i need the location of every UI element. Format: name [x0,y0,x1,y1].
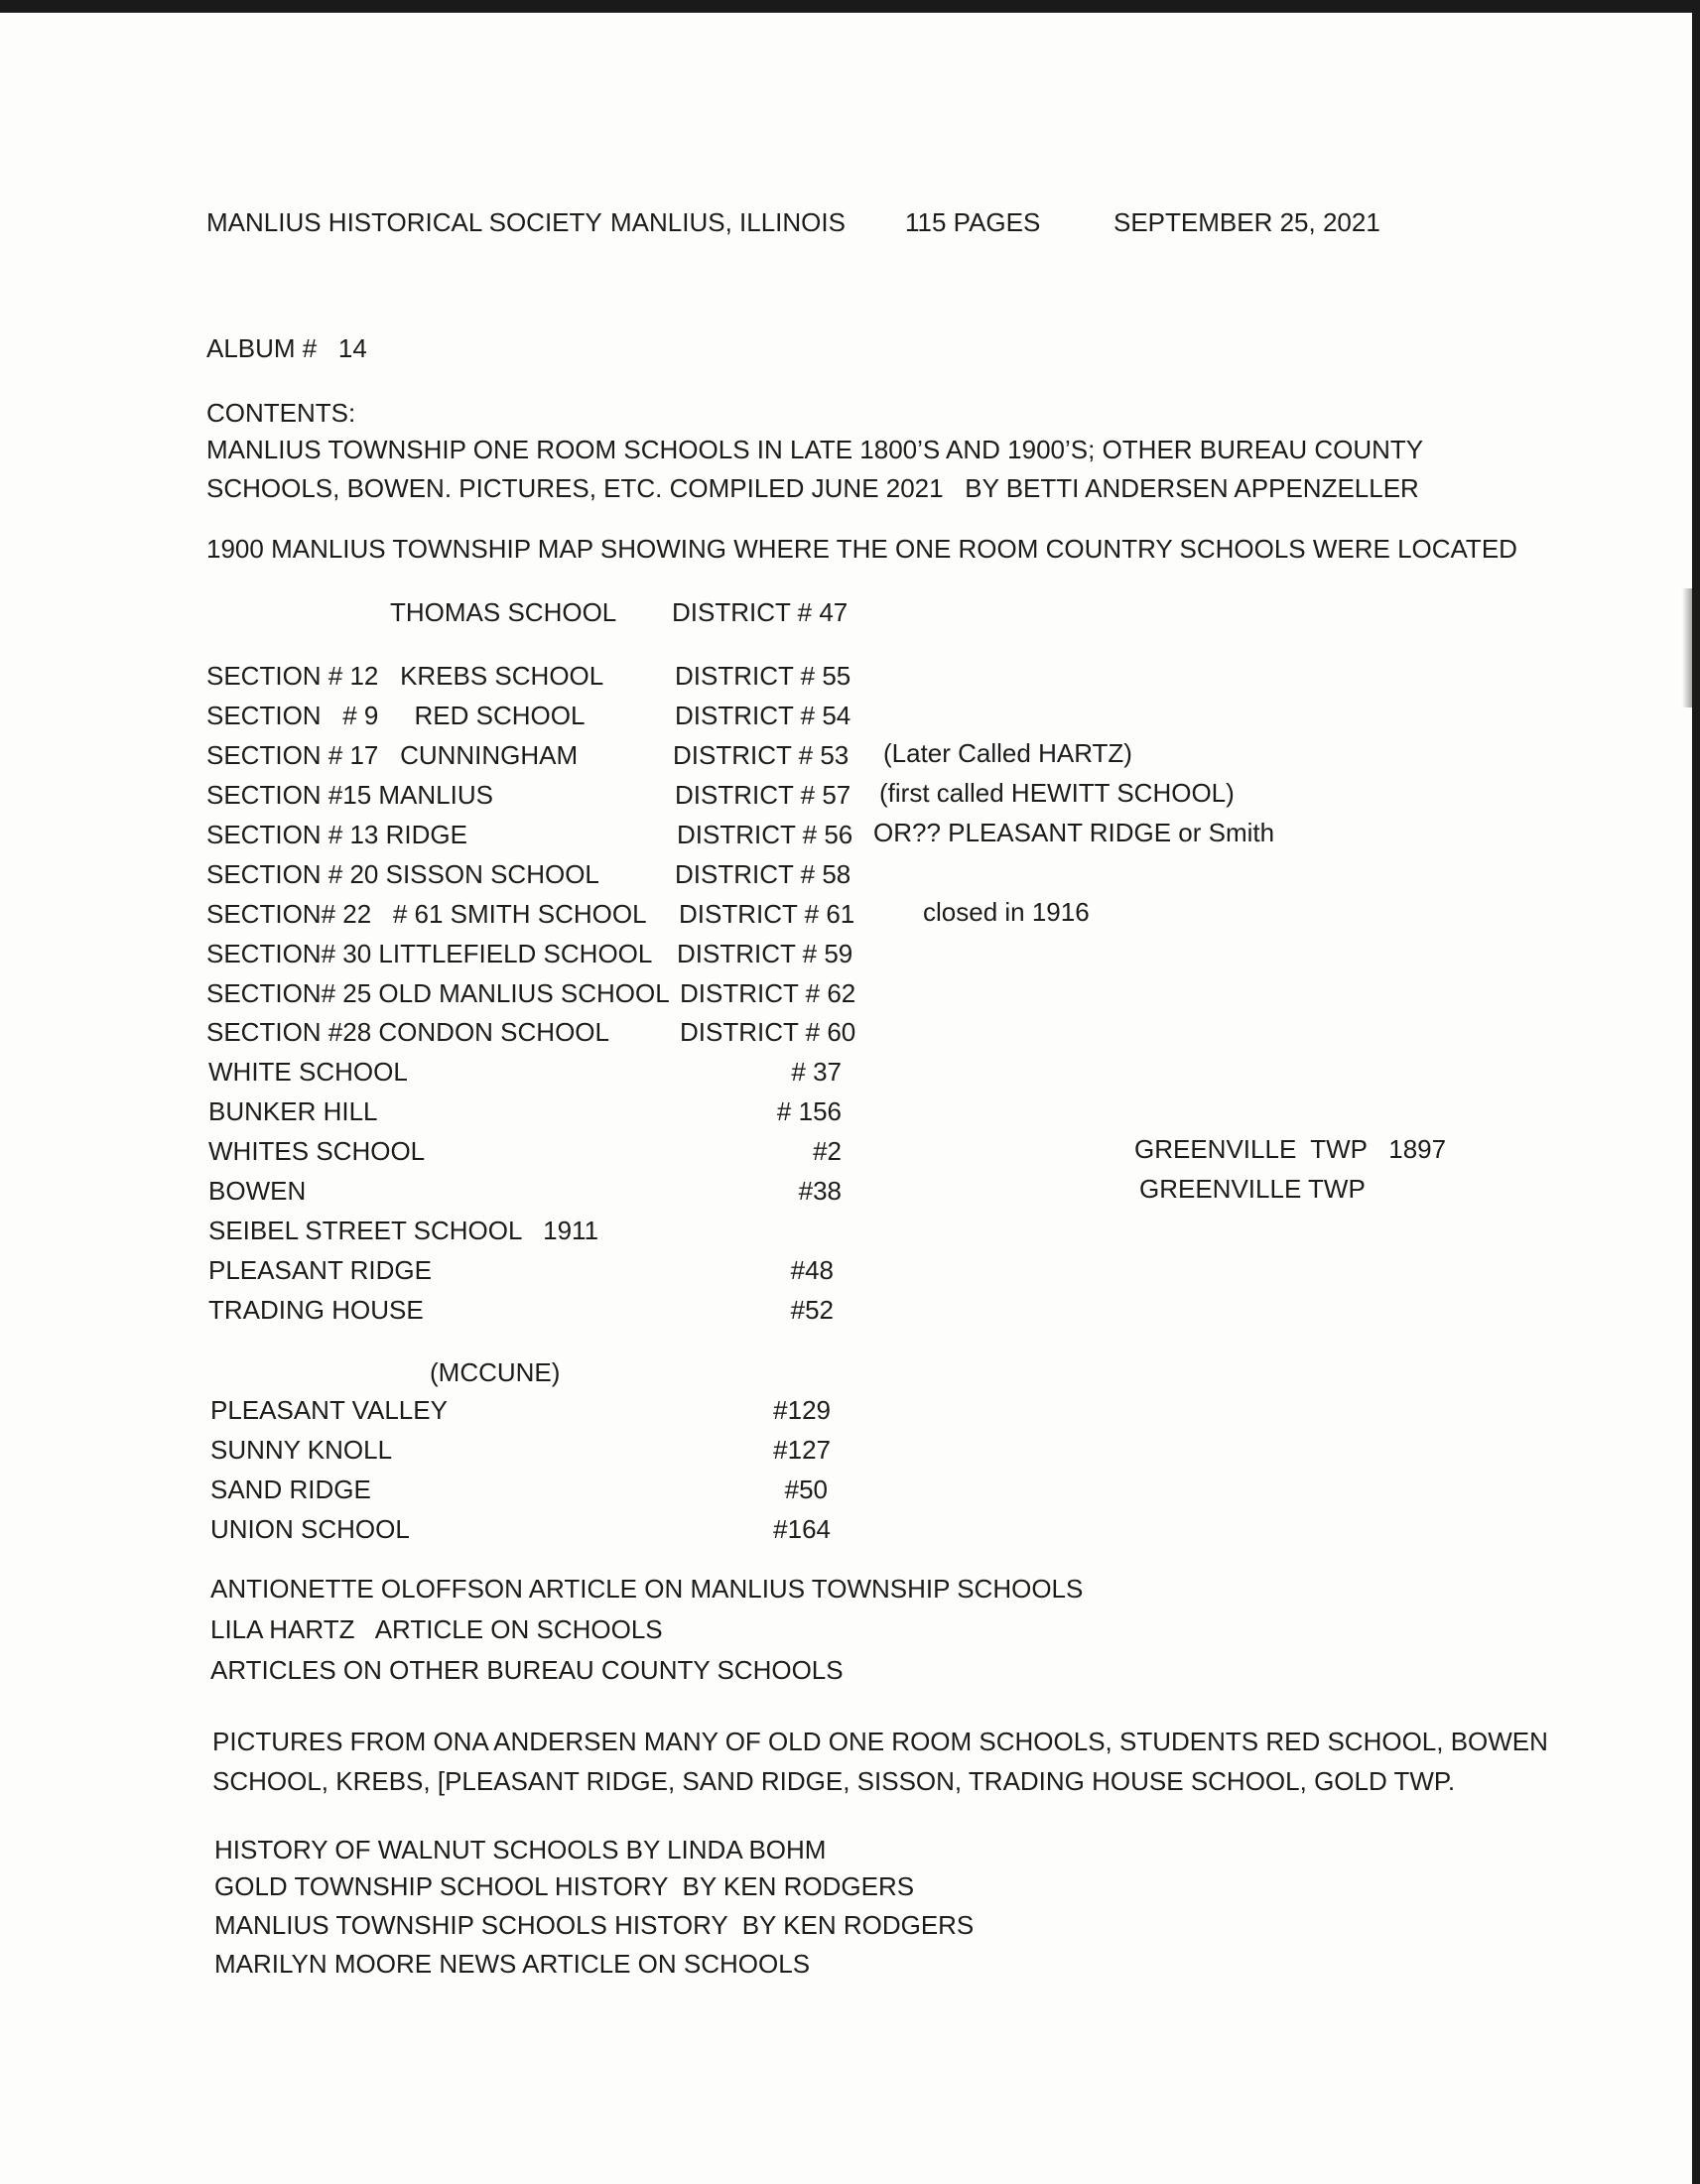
document-page [0,12,1692,2184]
school-number: #52 [790,1295,834,1325]
history-line: HISTORY OF WALNUT SCHOOLS BY LINDA BOHM [214,1835,827,1864]
school-name: WHITES SCHOOL [208,1136,426,1166]
school-name: PLEASANT RIDGE [208,1255,432,1285]
school-note: (Later Called HARTZ) [883,738,1132,768]
contents-label: CONTENTS: [206,398,356,428]
school-name: THOMAS SCHOOL [390,597,617,627]
article-line: LILA HARTZ ARTICLE ON SCHOOLS [210,1614,663,1644]
header-location: MANLIUS, ILLINOIS [610,207,846,237]
school-number: #50 [784,1475,828,1504]
map-description: 1900 MANLIUS TOWNSHIP MAP SHOWING WHERE THE ONE ROOM COUNTRY SCHOOLS WERE LOCATED [206,534,1517,564]
school-district: DISTRICT # 58 [675,859,851,889]
school-name: SECTION #15 MANLIUS [206,780,493,810]
school-district: DISTRICT # 47 [672,597,849,627]
school-district: DISTRICT # 61 [679,899,855,929]
school-name: SECTION #28 CONDON SCHOOL [206,1017,609,1047]
school-note: closed in 1916 [923,897,1090,927]
school-name: SEIBEL STREET SCHOOL 1911 [208,1216,599,1245]
school-number: #129 [773,1395,831,1425]
school-district: DISTRICT # 57 [675,780,851,810]
school-district: DISTRICT # 62 [680,978,856,1008]
school-name: SECTION # 12 KREBS SCHOOL [206,661,604,691]
article-line: ANTIONETTE OLOFFSON ARTICLE ON MANLIUS TOWNSHIP SCHOOLS [210,1574,1084,1604]
header-date: SEPTEMBER 25, 2021 [1113,207,1380,237]
school-name: BUNKER HILL [208,1096,378,1126]
school-name: WHITE SCHOOL [208,1057,408,1087]
school-note: (first called HEWITT SCHOOL) [879,778,1235,808]
contents-line: MANLIUS TOWNSHIP ONE ROOM SCHOOLS IN LATE 1800’S AND 1900’S; OTHER BUREAU COUNTY [206,435,1424,464]
school-district: DISTRICT # 55 [675,661,851,691]
school-district: DISTRICT # 59 [677,939,853,968]
school-name: SECTION# 30 LITTLEFIELD SCHOOL [206,939,653,968]
school-note: OR?? PLEASANT RIDGE or Smith [873,818,1275,847]
school-number: #48 [790,1255,834,1285]
school-name: SECTION# 22 # 61 SMITH SCHOOL [206,899,647,929]
pictures-line: PICTURES FROM ONA ANDERSEN MANY OF OLD ONE ROOM SCHOOLS, STUDENTS RED SCHOOL, BOWEN [212,1727,1548,1756]
school-district: DISTRICT # 56 [677,820,853,849]
school-name: SUNNY KNOLL [210,1435,393,1465]
history-line: MARILYN MOORE NEWS ARTICLE ON SCHOOLS [214,1949,811,1979]
school-name: UNION SCHOOL [210,1514,410,1544]
school-name: SECTION # 17 CUNNINGHAM [206,740,579,770]
school-name: PLEASANT VALLEY [210,1395,448,1425]
history-line: MANLIUS TOWNSHIP SCHOOLS HISTORY BY KEN RODGERS [214,1910,975,1940]
school-number: # 37 [791,1057,842,1087]
school-district: DISTRICT # 53 [673,740,850,770]
school-name: SAND RIDGE [210,1475,371,1504]
school-number: # 156 [776,1096,842,1126]
school-name: BOWEN [208,1176,307,1206]
school-name: SECTION # 9 RED SCHOOL [206,701,586,730]
school-name: TRADING HOUSE [208,1295,424,1325]
school-note: GREENVILLE TWP [1139,1174,1366,1204]
header-pages: 115 PAGES [905,207,1041,237]
header-society: MANLIUS HISTORICAL SOCIETY [206,207,602,237]
school-name: SECTION# 25 OLD MANLIUS SCHOOL [206,978,670,1008]
history-line: GOLD TOWNSHIP SCHOOL HISTORY BY KEN RODGERS [214,1871,915,1901]
school-number: #164 [773,1514,831,1544]
pictures-line: SCHOOL, KREBS, [PLEASANT RIDGE, SAND RIDGE, SISSON, TRADING HOUSE SCHOOL, GOLD TWP. [212,1766,1456,1796]
album-number: ALBUM # 14 [206,333,367,363]
scan-edge-shadow [1682,588,1692,707]
school-number: #127 [773,1435,831,1465]
school-name: SECTION # 13 RIDGE [206,820,467,849]
article-line: ARTICLES ON OTHER BUREAU COUNTY SCHOOLS [210,1655,844,1685]
school-number: #2 [813,1136,842,1166]
school-district: DISTRICT # 60 [680,1017,856,1047]
contents-line: SCHOOLS, BOWEN. PICTURES, ETC. COMPILED JUNE 2021 BY BETTI ANDERSEN APPENZELLER [206,473,1419,503]
school-district: DISTRICT # 54 [675,701,851,730]
school-note: GREENVILLE TWP 1897 [1134,1134,1447,1164]
school-name: SECTION # 20 SISSON SCHOOL [206,859,599,889]
school-number: #38 [798,1176,842,1206]
mccune-label: (MCCUNE) [430,1357,561,1387]
